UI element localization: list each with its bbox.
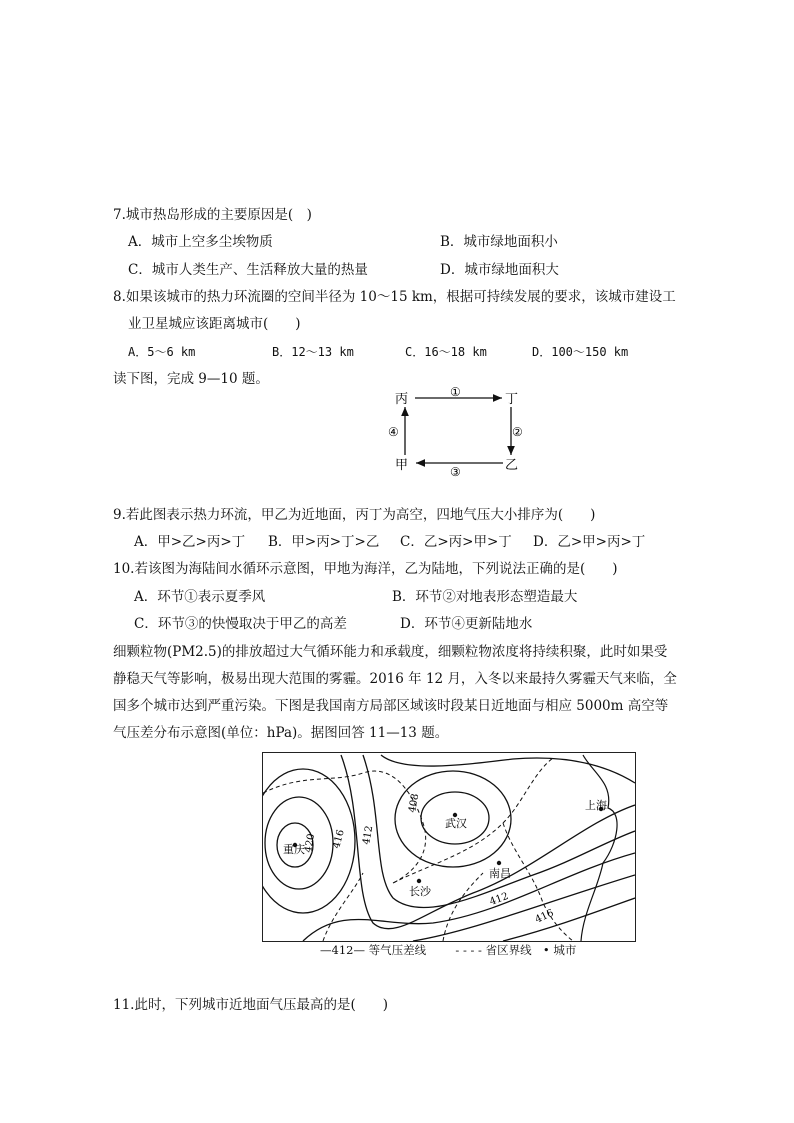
q9-option-c: C．乙>丙>甲>丁	[400, 534, 512, 550]
legend-city: • 城市	[542, 943, 577, 957]
q8-stem-line1: 8.如果该城市的热力环流圈的空间半径为 10～15 km，根据可持续发展的要求，该城市建设工	[113, 289, 676, 305]
circulation-diagram-svg	[385, 383, 525, 478]
q9-option-d: D．乙>甲>丙>丁	[533, 534, 646, 550]
legend-boundary: - - - - 省区界线	[455, 943, 532, 957]
q9-stem: 9.若此图表示热力环流，甲乙为近地面，丙丁为高空，四地气压大小排序为( )	[113, 507, 596, 523]
label-arrow-3: ③	[450, 465, 461, 478]
q10-stem: 10.若该图为海陆间水循环示意图，甲地为海洋，乙为陆地，下列说法正确的是( )	[113, 561, 618, 577]
contour-label-420: 420	[303, 832, 318, 854]
label-arrow-4: ④	[388, 425, 399, 439]
legend-contour: —412— 等气压差线	[320, 943, 427, 957]
contour-sweep-5	[503, 898, 635, 941]
city-dot-nanchang	[497, 861, 501, 865]
pressure-difference-map	[262, 752, 636, 942]
city-nanchang: 南昌	[489, 867, 511, 880]
label-arrow-2: ②	[512, 425, 523, 439]
q10-option-d: D．环节④更新陆地水	[400, 616, 533, 632]
map-legend	[320, 942, 576, 958]
contour-label-412-left: 412	[361, 824, 376, 846]
q8-option-b: B．12～13 km	[272, 345, 354, 359]
province-boundary-5	[443, 873, 483, 941]
province-boundary-1	[263, 771, 426, 883]
corner-yi: 乙	[505, 458, 519, 473]
q7-stem: 7.城市热岛形成的主要原因是( )	[113, 207, 312, 223]
q7-option-d: D．城市绿地面积大	[440, 262, 559, 278]
q8-option-d: D．100～150 km	[532, 345, 629, 359]
q10-option-a: A．环节①表示夏季风	[134, 589, 266, 605]
passage-line-1: 细颗粒物(PM2.5)的排放超过大气循环能力和承载度，细颗粒物浓度将持续积聚，此时如果受	[113, 644, 668, 660]
contour-sweep-4	[413, 875, 635, 941]
passage-line-3: 国多个城市达到严重污染。下图是我国南方局部区域该时段某日近地面与相应 5000m 高空等	[113, 698, 669, 714]
passage-line-4: 气压差分布示意图(单位：hPa)。据图回答 11—13 题。	[113, 725, 449, 741]
q8-option-c: C．16～18 km	[405, 345, 487, 359]
city-changsha: 长沙	[409, 885, 431, 898]
circulation-diagram	[385, 383, 525, 478]
label-arrow-1: ①	[450, 385, 461, 399]
q9-option-b: B．甲>丙>丁>乙	[268, 534, 380, 550]
q7-option-a: A．城市上空多尘埃物质	[128, 234, 273, 250]
contour-sweep-2	[363, 755, 635, 908]
contour-label-412-right: 412	[488, 890, 510, 908]
q8-option-a: A．5～6 km	[128, 345, 196, 359]
city-shanghai: 上海	[585, 799, 607, 812]
coastline	[581, 755, 617, 941]
contour-label-416-left: 416	[331, 828, 347, 850]
corner-ding: 丁	[505, 392, 519, 407]
q9-option-a: A．甲>乙>丙>丁	[134, 534, 246, 550]
q7-option-b: B．城市绿地面积小	[440, 234, 558, 250]
corner-bing: 丙	[395, 392, 409, 407]
intro-9-10: 读下图，完成 9—10 题。	[113, 371, 269, 387]
contour-label-416-right: 416	[533, 907, 556, 926]
city-wuhan: 武汉	[445, 817, 467, 830]
q8-stem-line2: 业卫星城应该距离城市( )	[128, 316, 301, 332]
contour-sweep-6	[381, 755, 635, 783]
province-boundary-4	[323, 873, 363, 941]
contour-label-408: 408	[407, 792, 422, 814]
pressure-map-svg	[263, 753, 635, 941]
q10-option-c: C．环节③的快慢取决于甲乙的高差	[134, 616, 347, 632]
city-chongqing: 重庆	[283, 843, 305, 856]
city-dot-changsha	[417, 879, 421, 883]
q10-option-b: B．环节②对地表形态塑造最大	[392, 589, 578, 605]
q11-stem: 11.此时，下列城市近地面气压最高的是( )	[113, 997, 389, 1013]
corner-jia: 甲	[395, 458, 409, 473]
passage-line-2: 静稳天气等影响，极易出现大范围的雾霾。2016 年 12 月，入冬以来最持久雾霾天气来临，全	[113, 671, 677, 687]
q7-option-c: C．城市人类生产、生活释放大量的热量	[128, 262, 368, 278]
